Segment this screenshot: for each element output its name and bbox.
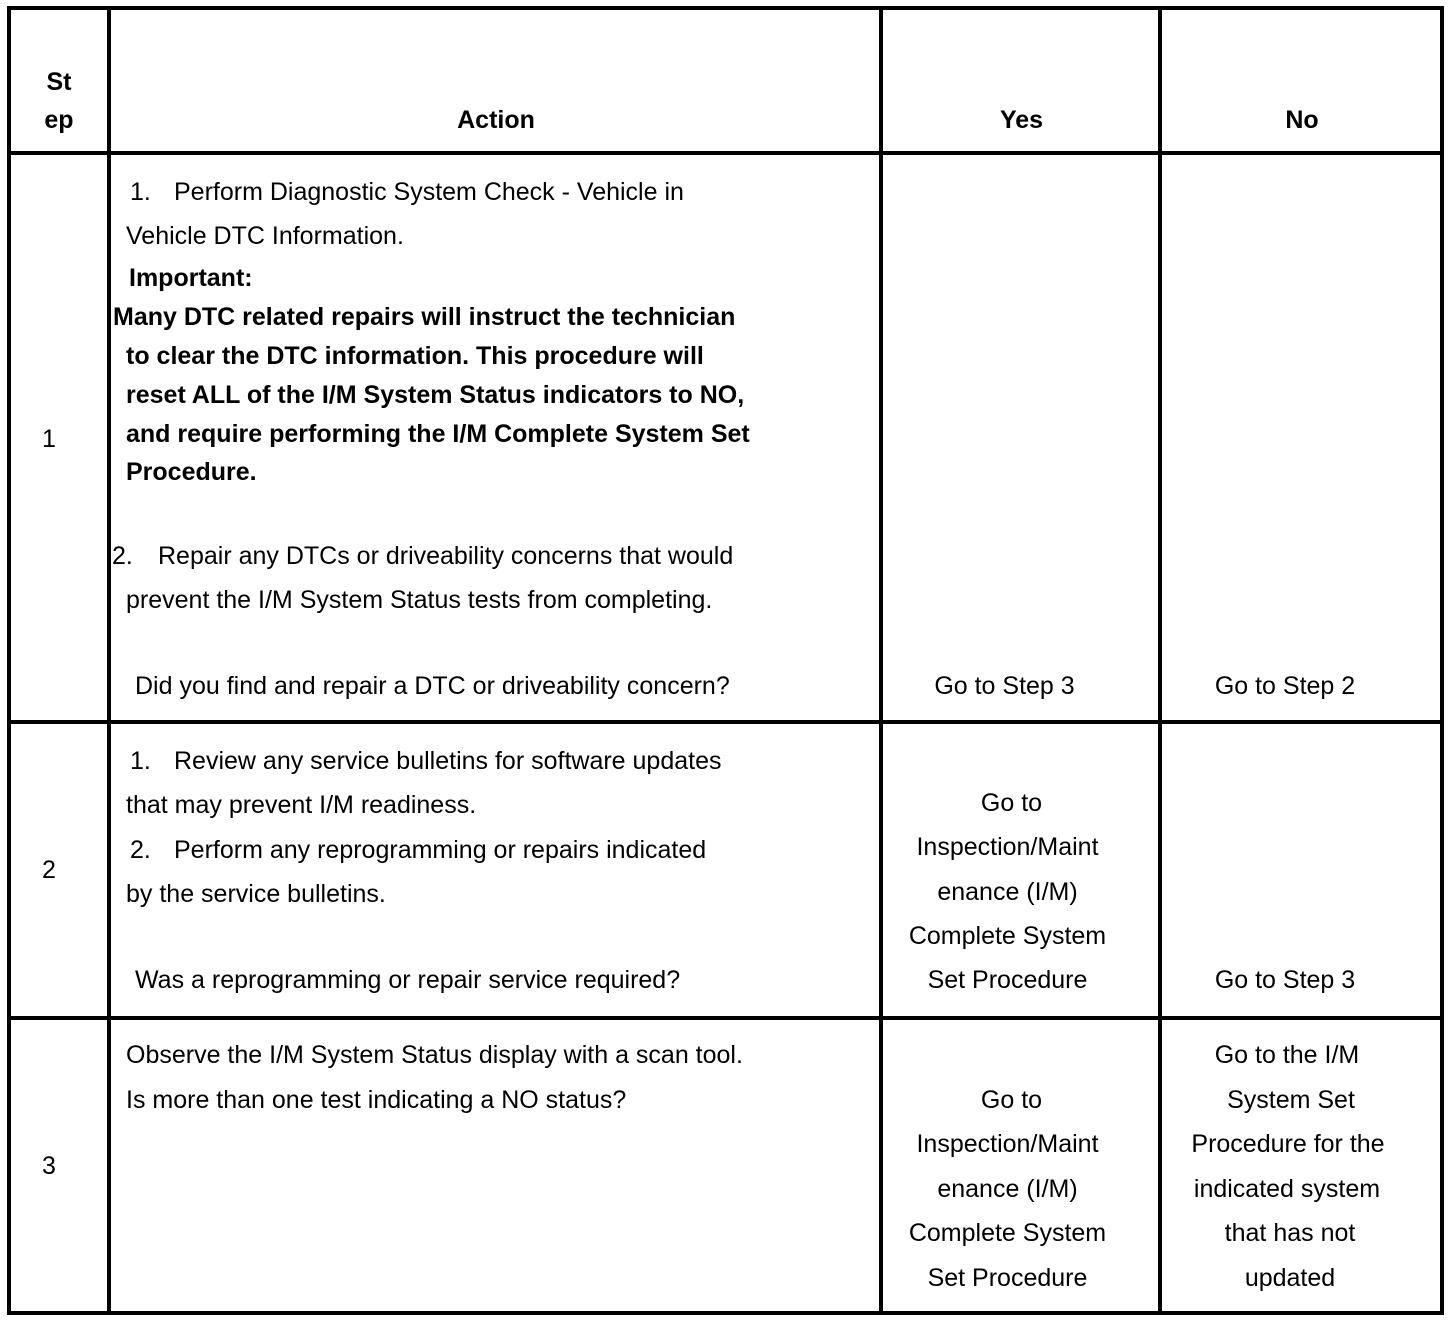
row-3-action-line1: Observe the I/M System Status display with a scan tool. <box>126 1041 743 1069</box>
row-2-item1-line2: that may prevent I/M readiness. <box>126 791 477 819</box>
row-3-yes-line1: Go to <box>980 1086 1043 1114</box>
important-line4: and require performing the I/M Complete System Set <box>126 420 750 448</box>
row-2-step: 2 <box>42 856 56 884</box>
important-line1: Many DTC related repairs will instruct the technician <box>113 303 736 331</box>
row-1-item1-number: 1. <box>130 178 151 206</box>
important-line5: Procedure. <box>126 458 257 486</box>
row-2-yes-line5: Set Procedure <box>927 966 1088 994</box>
row-3-no-line5: that has not <box>1224 1219 1356 1247</box>
row-2-yes-line2: Inspection/Maint <box>916 833 1099 861</box>
row-3-yes-line2: Inspection/Maint <box>916 1130 1099 1158</box>
row-1-step: 1 <box>42 425 56 453</box>
row-2-yes-line3: enance (I/M) <box>937 878 1078 906</box>
row-1-item1-line1: Perform Diagnostic System Check - Vehicle in <box>174 178 684 206</box>
row-1-yes: Go to Step 3 <box>934 672 1075 700</box>
row-1-question: Did you find and repair a DTC or driveability concern? <box>135 672 730 700</box>
row-3-no-line6: updated <box>1244 1264 1336 1292</box>
row-1-no: Go to Step 2 <box>1214 672 1356 700</box>
row-3-no-line1: Go to the I/M <box>1214 1041 1360 1069</box>
row-2-item2-line2: by the service bulletins. <box>126 880 386 908</box>
important-line3: reset ALL of the I/M System Status indicators to NO, <box>126 381 745 409</box>
row-3-step: 3 <box>42 1152 56 1180</box>
important-line2: to clear the DTC information. This procedure will <box>126 342 704 370</box>
header-no: No <box>1285 106 1319 134</box>
row-1-item2-number: 2. <box>112 542 133 570</box>
row-2-item2-number: 2. <box>130 836 151 864</box>
header-step-line1: St <box>46 68 72 96</box>
row-3-yes-line5: Set Procedure <box>927 1264 1088 1292</box>
row-2-yes-line4: Complete System <box>908 922 1107 950</box>
row-1-item2-line2: prevent the I/M System Status tests from completing. <box>126 586 713 614</box>
header-action: Action <box>457 106 535 134</box>
row-3-no-line4: indicated system <box>1193 1175 1381 1203</box>
row-1-item1-line2: Vehicle DTC Information. <box>126 222 404 250</box>
row-1-item2-line1: Repair any DTCs or driveability concerns that would <box>158 542 734 570</box>
important-label: Important: <box>129 264 253 292</box>
header-yes: Yes <box>999 106 1044 134</box>
row-3-yes-line3: enance (I/M) <box>937 1175 1078 1203</box>
row-2-item2-line1: Perform any reprogramming or repairs indicated <box>174 836 707 864</box>
row-2-item1-line1: Review any service bulletins for software updates <box>174 747 722 775</box>
header-step-line2: ep <box>44 106 74 134</box>
row-3-no-line2: System Set <box>1227 1086 1355 1114</box>
row-3-yes-line4: Complete System <box>908 1219 1107 1247</box>
row-2-yes-line1: Go to <box>980 789 1043 817</box>
row-2-no: Go to Step 3 <box>1214 966 1356 994</box>
row-3-action-line2: Is more than one test indicating a NO status? <box>126 1086 627 1114</box>
row-2-item1-number: 1. <box>130 747 151 775</box>
row-2-question: Was a reprogramming or repair service required? <box>135 966 681 994</box>
row-3-no-line3: Procedure for the <box>1191 1130 1385 1158</box>
